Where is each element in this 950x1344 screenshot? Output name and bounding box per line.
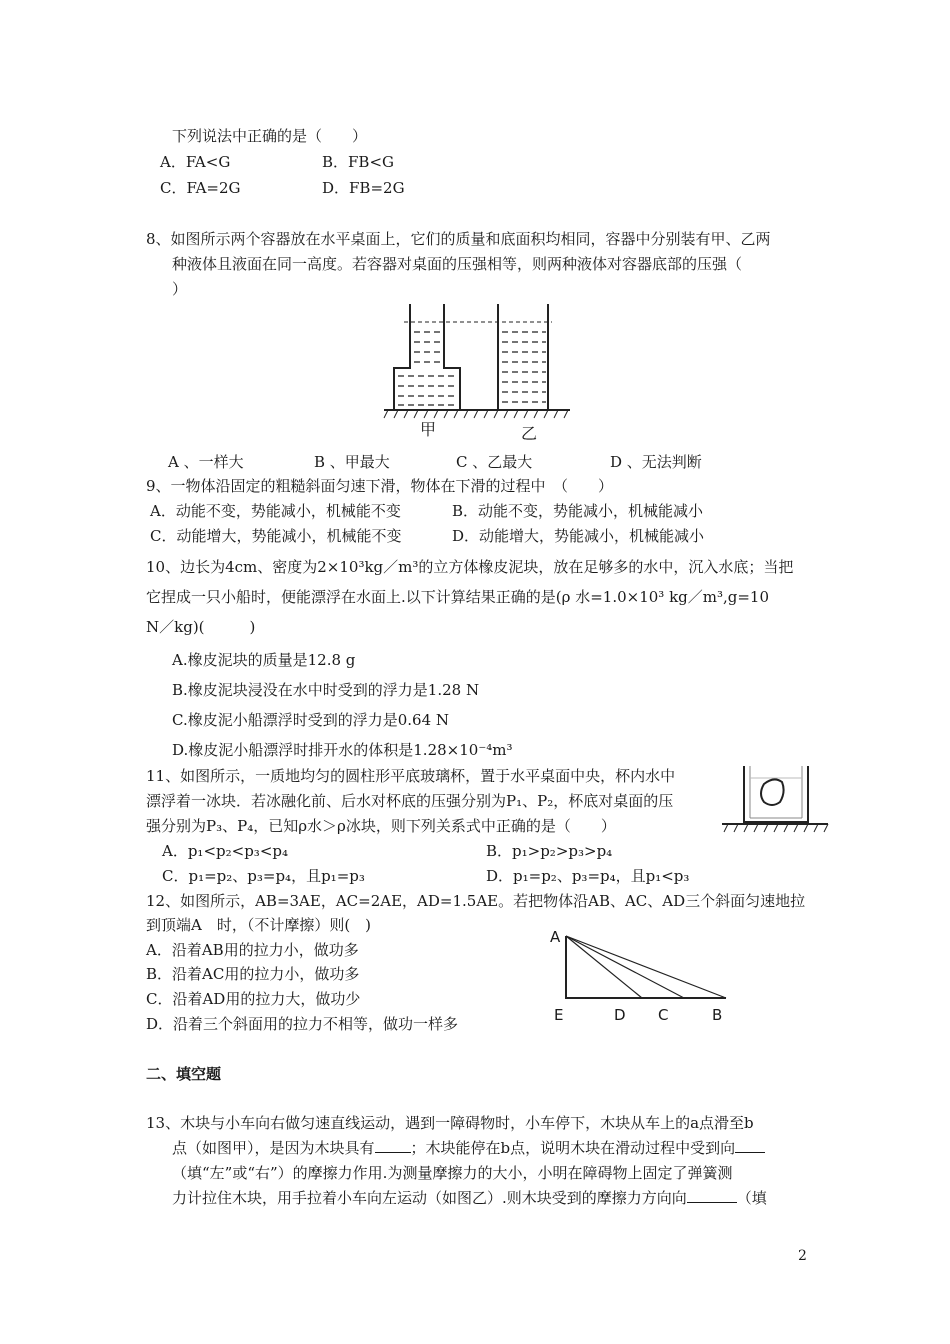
q12-option-b: B．沿着AC用的拉力小，做功多	[146, 965, 360, 983]
q10-stem-line3: N／kg)( )	[146, 618, 256, 636]
q8-option-b: B 、甲最大	[314, 453, 390, 471]
label-yi: 乙	[521, 424, 538, 443]
q7-option-b: B．FB<G	[322, 153, 395, 171]
q8-option-c: C 、乙最大	[456, 453, 533, 471]
q12-stem-line2: 到顶端A 时，（不计摩擦）则( )	[146, 916, 372, 934]
q9-stem: 9、一物体沿固定的粗糙斜面匀速下滑，物体在下滑的过程中 （ ）	[146, 477, 614, 495]
label-a: A	[550, 928, 561, 946]
q9-option-b: B．动能不变，势能减小，机械能减小	[452, 502, 704, 520]
q8-stem-line3: ）	[172, 280, 188, 298]
q13-line4-part2: （填	[736, 1189, 767, 1207]
q12-option-c: C．沿着AD用的拉力大，做功少	[146, 990, 361, 1008]
q11-option-c: C．p₁=p₂、p₃=p₄，且p₁=p₃	[162, 867, 365, 885]
q13-line2-part1: 点（如图甲），是因为木块具有	[172, 1139, 375, 1157]
q7-option-c: C．FA=2G	[160, 179, 241, 197]
section-heading: 二、填空题	[146, 1065, 222, 1083]
q13-line4-part1: 力计拉住木块，用手拉着小车向左运动（如图乙）.则木块受到的摩擦力方向向	[172, 1189, 687, 1207]
q7-option-a: A．FA<G	[160, 153, 231, 171]
q13-line2	[172, 1138, 765, 1158]
q7-option-d: D．FB=2G	[322, 179, 405, 197]
q11-option-b: B．p₁>p₂>p₃>p₄	[486, 842, 613, 860]
q10-option-c: C.橡皮泥小船漂浮时受到的浮力是0.64 N	[172, 711, 450, 729]
q11-option-d: D．p₁=p₂、p₃=p₄，且p₁<p₃	[486, 867, 690, 885]
q10-option-d: D.橡皮泥小船漂浮时排开水的体积是1.28×10⁻⁴m³	[172, 741, 513, 759]
q10-option-b: B.橡皮泥块浸没在水中时受到的浮力是1.28 N	[172, 681, 480, 699]
q8-stem-line1: 8、如图所示两个容器放在水平桌面上，它们的质量和底面积均相同，容器中分别装有甲、乙两	[146, 230, 771, 248]
q13-line2-part2: ；木块能停在b点，说明木块在滑动过程中受到向	[410, 1139, 736, 1157]
answer-blank-1[interactable]	[375, 1138, 411, 1153]
q10-option-a: A.橡皮泥块的质量是12.8 g	[172, 651, 356, 669]
q13-line3: （填“左”或“右”）的摩擦力作用.为测量摩擦力的大小，小明在障碍物上固定了弹簧测	[172, 1164, 733, 1182]
q9-option-c: C．动能增大，势能减小，机械能不变	[150, 527, 402, 545]
q13-line1: 13、木块与小车向右做匀速直线运动，遇到一障碍物时，小车停下，木块从车上的a点滑至b	[146, 1114, 754, 1132]
q12-stem-line1: 12、如图所示，AB=3AE，AC=2AE，AD=1.5AE。若把物体沿AB、AC、AD三个斜面匀速地拉	[146, 892, 806, 910]
q11-stem-line1: 11、如图所示，一质地均匀的圆柱形平底玻璃杯，置于水平桌面中央，杯内水中	[146, 767, 676, 785]
q8-option-a: A 、一样大	[168, 453, 244, 471]
answer-blank-2[interactable]	[735, 1138, 765, 1153]
q10-stem-line2: 它捏成一只小船时，便能漂浮在水面上.以下计算结果正确的是(ρ 水=1.0×10³ kg／m³,g=10	[146, 588, 770, 606]
q11-glass-figure	[722, 762, 832, 842]
page-number: 2	[798, 1248, 807, 1264]
label-e: E	[554, 1006, 564, 1024]
q8-containers-figure	[384, 302, 574, 442]
q9-option-a: A．动能不变，势能减小，机械能不变	[150, 502, 401, 520]
q9-option-d: D．动能增大，势能减小，机械能减小	[452, 527, 705, 545]
q10-stem-line1: 10、边长为4cm、密度为2×10³kg／m³的立方体橡皮泥块，放在足够多的水中，沉入水底；当把	[146, 558, 794, 576]
label-d: D	[614, 1006, 626, 1024]
q12-option-a: A．沿着AB用的拉力小，做功多	[146, 941, 359, 959]
label-b: B	[712, 1006, 723, 1024]
q7-stem: 下列说法中正确的是（ ）	[172, 127, 368, 145]
q11-stem-line3: 强分别为P₃、P₄，已知ρ水＞ρ冰块，则下列关系式中正确的是（ ）	[146, 817, 616, 835]
answer-blank-3[interactable]	[687, 1188, 737, 1203]
q11-option-a: A．p₁<p₂<p₃<p₄	[162, 842, 288, 860]
q13-line4	[172, 1188, 767, 1208]
q12-incline-figure	[546, 926, 736, 1026]
q8-option-d: D 、无法判断	[610, 453, 702, 471]
q12-option-d: D．沿着三个斜面用的拉力不相等，做功一样多	[146, 1015, 459, 1033]
label-jia: 甲	[420, 420, 437, 439]
label-c: C	[658, 1006, 669, 1024]
q8-stem-line2: 种液体且液面在同一高度。若容器对桌面的压强相等，则两种液体对容器底部的压强（	[172, 255, 743, 273]
q11-stem-line2: 漂浮着一冰块．若冰融化前、后水对杯底的压强分别为P₁、P₂，杯底对桌面的压	[146, 792, 674, 810]
